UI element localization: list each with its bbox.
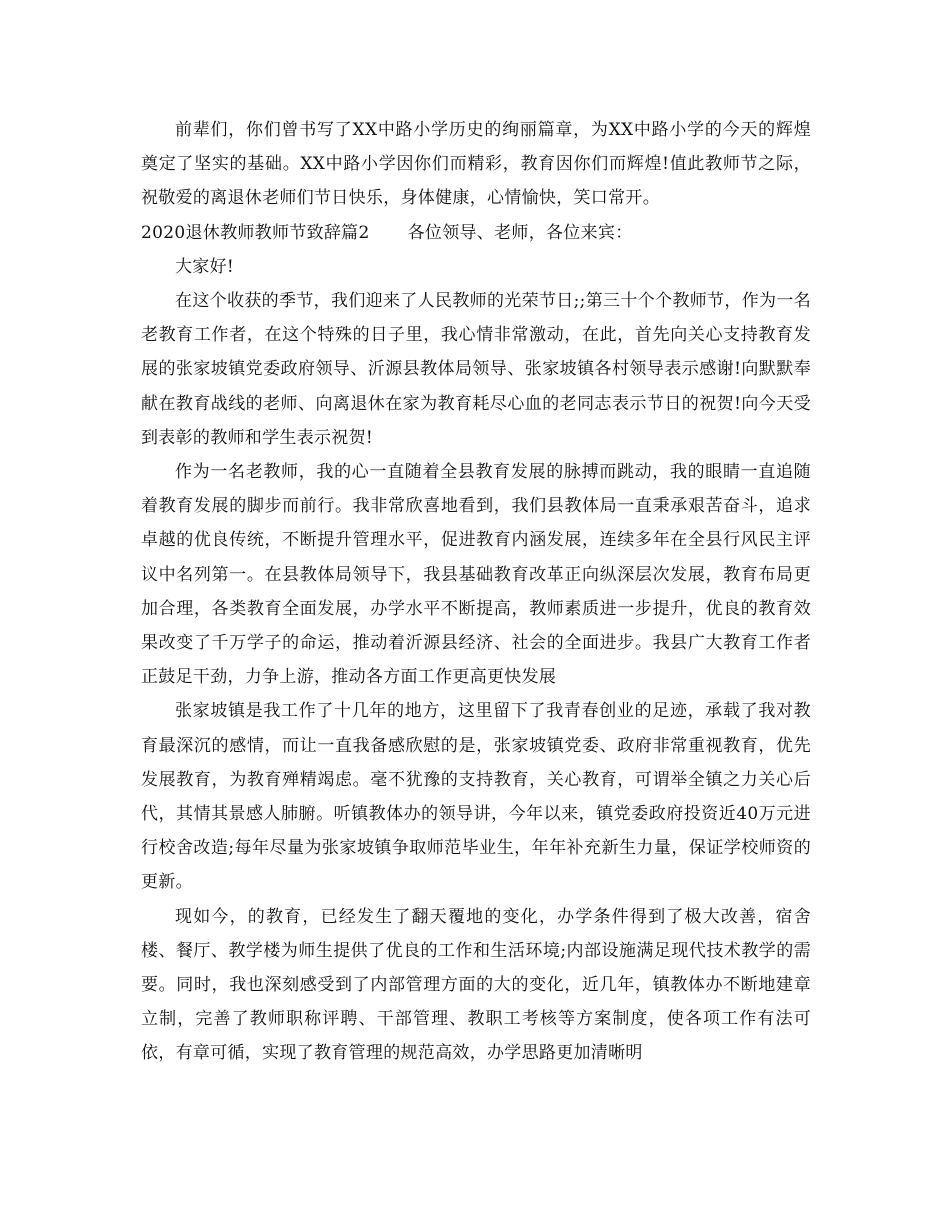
section-greeting: 各位领导、老师，各位来宾： [407, 222, 633, 243]
paragraph-intro: 前辈们，你们曾书写了XX中路小学历史的绚丽篇章，为XX中路小学的今天的辉煌奠定了坚实的基础。XX中路小学因你们而精彩，教育因你们而辉煌!值此教师节之际，祝敬爱的离退休老师们节日快乐，身体健康，心情愉快，笑口常开。 [141, 120, 811, 209]
paragraph-2: 作为一名老教师，我的心一直随着全县教育发展的脉搏而跳动，我的眼睛一直追随着教育发展的脚步而前行。我非常欣喜地看到，我们县教体局一直秉承艰苦奋斗，追求卓越的优良传统，不断提升管理水平，促进教育内涵发展，连续多年在全县行风民主评议中名列第一。在县教体局领导下，我县基础教育改革正向纵深层次发展，教育布局更加合理，各类教育全面发展，办学水平不断提高，教师素质进一步提升，优良的教育效果改变了千万学子的命运，推动着沂源县经济、社会的全面进步。我县广大教育工作者正鼓足干劲，力争上游，推动各方面工作更高更快发展 [141, 462, 811, 688]
paragraph-1: 在这个收获的季节，我们迎来了人民教师的光荣节日;;第三十个个教师节，作为一名老教育工作者，在这个特殊的日子里，我心情非常激动，在此，首先向关心支持教育发展的张家坡镇党委政府领导、沂源县教体局领导、张家坡镇各村领导表示感谢!向默默奉献在教育战线的老师、向离退休在家为教育耗尽心血的老同志表示节日的祝贺!向今天受到表彰的教师和学生表示祝贺! [141, 291, 811, 448]
document-body [141, 113, 811, 1071]
paragraph-3: 张家坡镇是我工作了十几年的地方，这里留下了我青春创业的足迹，承载了我对教育最深沉的感情，而让一直我备感欣慰的是，张家坡镇党委、政府非常重视教育，优先发展教育，为教育殚精竭虑。毫不犹豫的支持教育，关心教育，可谓举全镇之力关心后代，其情其景感人肺腑。听镇教体办的领导讲，今年以来，镇党委政府投资近40万元进行校舍改造;每年尽量为张家坡镇争取师范毕业生，年年补充新生力量，保证学校师资的更新。 [141, 701, 811, 893]
paragraph-4: 现如今，的教育，已经发生了翻天覆地的变化，办学条件得到了极大改善，宿舍楼、餐厅、教学楼为师生提供了优良的工作和生活环境;内部设施满足现代技术教学的需要。同时，我也深刻感受到了内部管理方面的大的变化，近几年，镇教体办不断地建章立制，完善了教师职称评聘、干部管理、教职工考核等方案制度，使各项工作有法可依，有章可循，实现了教育管理的规范高效，办学思路更加清晰明 [141, 906, 811, 1064]
section-title: 2020退休教师教师节致辞篇2 [141, 222, 370, 243]
paragraph-salutation: 大家好! [175, 256, 235, 277]
section-heading-line [141, 216, 811, 250]
